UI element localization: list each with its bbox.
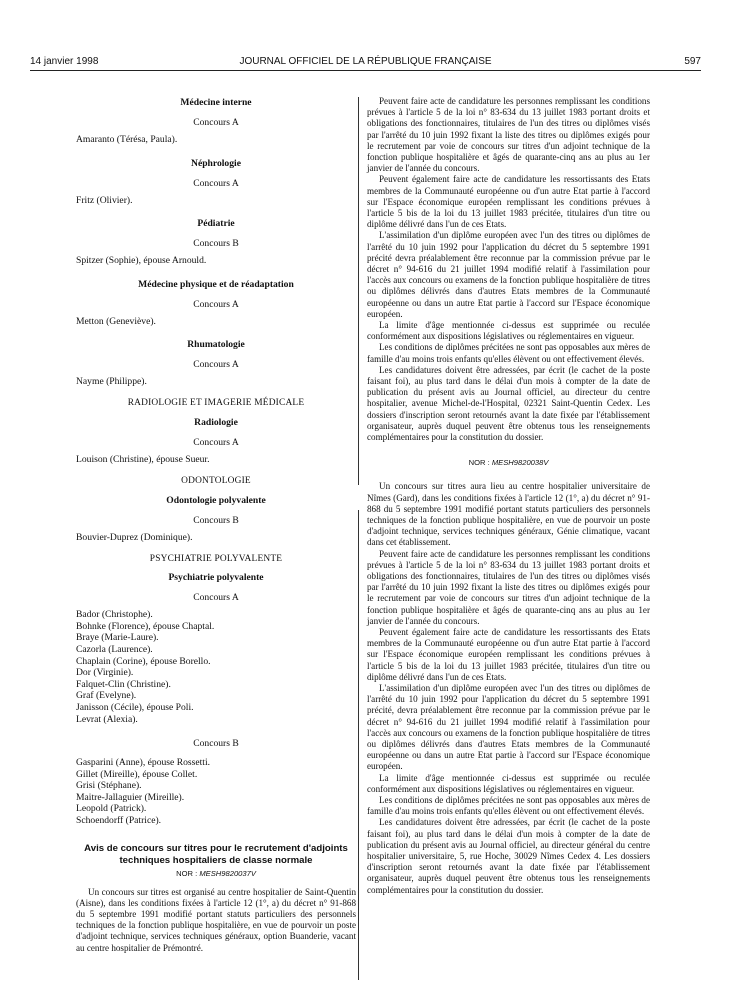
nor-reference xyxy=(76,868,356,880)
list-item: Graf (Evelyne). xyxy=(76,690,137,702)
list-item: Bohnke (Florence), épouse Chaptal. xyxy=(76,620,215,632)
notice-paragraph: Peuvent également faire acte de candidature les ressortissants des Etats membres de la Communauté européenne ou d'un autre Etat partie à l'accord sur l'Espace économique européen remplissant les conditions prévues à l'article 5 bis de la loi du 13 juillet 1983 précitée, titulaires d'un titre ou diplôme délivré dans l'un de ces Etats. xyxy=(367,626,650,682)
nor-reference xyxy=(367,457,650,469)
notice-title: Avis de concours sur titres pour le recrutement d'adjoints techniques hospitaliers de classe normale xyxy=(84,842,348,866)
nor-code: MESH9820038V xyxy=(491,458,549,468)
list-item: Chaplain (Corine), épouse Borello. xyxy=(76,655,211,667)
section-heading: Néphrologie xyxy=(191,157,241,169)
nor-label: NOR : xyxy=(176,868,198,878)
concours-label: Concours A xyxy=(193,359,239,371)
concours-label: Concours A xyxy=(193,436,239,448)
list-item: Braye (Marie-Laure). xyxy=(76,632,159,644)
list-item: Louison (Christine), épouse Sueur. xyxy=(76,453,210,465)
header-date: 14 janvier 1998 xyxy=(30,56,99,67)
notice-paragraph: Les candidatures doivent être adressées, par écrit (le cachet de la poste faisant foi), au plus tard dans le délai d'un mois à compter de la date de publication du présent avis au Journal officiel, au directeur du centre hospitalier, avenue Michel-de-l'Hospital, 02321 Saint-Quentin Cedex. Les dossiers d'inscription seront retournés avant la date fixée par l'établissement organisateur, auprès duquel peuvent être obtenus tous les renseignements complémentaires pour la constitution du dossier. xyxy=(367,364,650,443)
name-list xyxy=(76,316,356,328)
notice-paragraph: L'assimilation d'un diplôme européen avec l'un des titres ou diplômes de l'arrêté du 10 juin 1992 pour l'application du décret du 5 septembre 1991 précité devra préalablement être reconnue par la commission prévue par le décret n° 94-616 du 21 juillet 1994 modifié relatif à l'assimilation pour l'accès aux concours ou examens de la fonction publique hospitalière de titres ou diplômes délivrés dans d'autres Etats membres de la Communauté européenne ou dans un autre Etat partie à l'accord sur l'Espace économique européen. xyxy=(367,230,650,319)
notice-paragraph: La limite d'âge mentionnée ci-dessus est supprimée ou reculée conformément aux dispositions législatives ou réglementaires en vigueur. xyxy=(367,772,650,794)
list-item: Maitre-Jallaguier (Mireille). xyxy=(76,791,185,803)
section-heading: Rhumatologie xyxy=(187,339,245,351)
right-column xyxy=(367,96,650,896)
list-item: Levrat (Alexia). xyxy=(76,713,138,725)
name-list xyxy=(76,376,356,388)
notice-paragraph: Les candidatures doivent être adressées, par écrit (le cachet de la poste faisant foi), au plus tard dans le délai d'un mois à compter de la date de publication du présent avis au Journal officiel, au directeur général du centre hospitalier universitaire, 5, rue Hoche, 30029 Nîmes Cedex 4. Les dossiers d'inscription seront retournés avant la date fixée par l'établissement organisateur, auprès duquel peuvent être obtenus tous les renseignements complémentaires pour la constitution du dossier. xyxy=(367,817,650,895)
notice-paragraph: Un concours sur titres est organisé au centre hospitalier de Saint-Quentin (Aisne), dans les conditions fixées à l'article 12 (1°, a) du décret n° 91-868 du 5 septembre 1991 modifié portant statuts particuliers des personnels techniques de la fonction publique hospitalière, en vue de pourvoir un poste d'adjoint technique, services techniques généraux, option Buanderie, vacant au centre hospitalier de Prémontré. xyxy=(76,886,356,953)
notice-paragraph: L'assimilation d'un diplôme européen avec l'un des titres ou diplômes de l'arrêté du 10 juin 1992 pour l'application du décret du 5 septembre 1991 précité, devra préalablement être reconnue par la commission prévue par le décret n° 94-616 du 21 juillet 1994 modifié relatif à l'assimilation pour l'accès aux concours ou examens de la fonction publique hospitalière de titres ou diplômes délivrés dans d'autres Etats membres de la Communauté européenne ou dans un autre Etat partie à l'accord sur l'Espace économique européen. xyxy=(367,682,650,772)
section-heading: Odontologie polyvalente xyxy=(166,494,266,506)
header-journal-title: JOURNAL OFFICIEL DE LA RÉPUBLIQUE FRANÇAISE xyxy=(239,56,492,67)
concours-label: Concours A xyxy=(193,592,239,604)
list-item: Falquet-Clin (Christine). xyxy=(76,678,171,690)
section-heading: Radiologie xyxy=(194,416,238,428)
section-heading: Pédiatrie xyxy=(197,218,235,230)
specialty-group-heading: PSYCHIATRIE POLYVALENTE xyxy=(149,554,283,565)
concours-label: Concours A xyxy=(193,298,239,310)
name-list xyxy=(76,757,356,827)
notice-paragraph: Peuvent faire acte de candidature les personnes remplissant les conditions prévues à l'article 5 de la loi n° 83-634 du 13 juillet 1983 portant droits et obligations des fonctionnaires, titulaires de l'un des titres ou diplômes visés par l'arrêté du 10 juin 1992 fixant la liste des titres ou diplômes exigés pour le recrutement par voie de concours sur titres d'un adjoint technique de la fonction publique hospitalière et âgés de quarante-cinq ans au plus au 1er janvier de l'année du concours. xyxy=(367,96,650,174)
column-divider xyxy=(358,510,359,980)
name-list xyxy=(76,134,356,146)
concours-label: Concours B xyxy=(193,514,239,526)
nor-code: MESH9820037V xyxy=(199,868,256,878)
list-item: Metton (Geneviève). xyxy=(76,315,156,327)
list-item: Fritz (Olivier). xyxy=(76,194,133,206)
list-item: Leopold (Patrick). xyxy=(76,803,147,815)
concours-label: Concours A xyxy=(193,117,239,128)
notice-paragraph: Les conditions de diplômes précitées ne sont pas opposables aux mères de famille d'au moins trois enfants qu'elles élèvent ou ont effectivement élevés. xyxy=(367,794,650,817)
list-item: Nayme (Philippe). xyxy=(76,376,147,388)
column-divider xyxy=(358,97,359,485)
page-header xyxy=(30,52,701,71)
notice-paragraph: Peuvent également faire acte de candidature les ressortissants des Etats membres de la Communauté européenne ou d'un autre Etat partie à l'accord sur l'Espace économique européen remplissant les conditions prévues à l'article 5 bis de la loi du 13 juillet 1983 précitée, titulaires d'un titre ou diplôme délivré dans l'un de ces Etats. xyxy=(367,174,650,230)
concours-label: Concours B xyxy=(193,238,239,250)
concours-label: Concours A xyxy=(193,177,239,189)
list-item: Dor (Virginie). xyxy=(76,667,134,679)
notice-paragraph: La limite d'âge mentionnée ci-dessus est supprimée ou reculée conformément aux dispositions législatives ou réglementaires en vigueur. xyxy=(367,320,650,342)
notice-paragraph: Les conditions de diplômes précitées ne sont pas opposables aux mères de famille d'au moins trois enfants qu'elles élèvent ou ont effectivement élevés. xyxy=(367,342,650,364)
header-page-number: 597 xyxy=(684,56,701,67)
notice-body xyxy=(367,96,650,443)
section-heading: Médecine physique et de réadaptation xyxy=(138,278,294,290)
notice-body xyxy=(367,481,650,896)
name-list xyxy=(76,532,356,544)
name-list xyxy=(76,609,356,725)
list-item: Bador (Christophe). xyxy=(76,609,153,621)
list-item: Grisi (Stéphane). xyxy=(76,780,142,792)
name-list xyxy=(76,255,356,267)
section-heading: Psychiatrie polyvalente xyxy=(168,572,264,584)
concours-label: Concours B xyxy=(193,738,239,750)
specialty-group-heading: ODONTOLOGIE xyxy=(181,475,251,486)
left-column xyxy=(76,96,356,954)
name-list xyxy=(76,195,356,207)
list-item: Spitzer (Sophie), épouse Arnould. xyxy=(76,255,207,267)
notice-paragraph: Un concours sur titres aura lieu au centre hospitalier universitaire de Nîmes (Gard), dans les conditions fixées à l'article 12 (1°, a) du décret n° 91-868 du 5 septembre 1991 modifié portant statuts particuliers des personnels techniques de la fonction publique hospitalière, en vue de pourvoir un poste d'adjoint technique, services techniques généraux, Génie climatique, vacant dans cet établissement. xyxy=(367,481,650,548)
list-item: Bouvier-Duprez (Dominique). xyxy=(76,531,193,543)
nor-label: NOR : xyxy=(468,458,490,468)
list-item: Schoendorff (Patrice). xyxy=(76,815,162,827)
list-item: Amaranto (Térésa, Paula). xyxy=(76,134,178,145)
list-item: Cazorla (Laurence). xyxy=(76,643,153,655)
notice-paragraph: Peuvent faire acte de candidature les personnes remplissant les conditions prévues à l'article 5 de la loi n° 83-634 du 13 juillet 1983 portant droits et obligations des fonctionnaires, titulaires de l'un des titres ou diplômes visés par l'arrêté du 10 juin 1992 fixant la liste des titres ou diplômes exigés pour le recrutement par voie de concours sur titres d'un adjoint technique de la fonction publique hospitalière et âgés de quarante-cinq ans au plus au 1er janvier de l'année du concours. xyxy=(367,548,650,626)
name-list xyxy=(76,454,356,466)
list-item: Janisson (Cécile), épouse Poli. xyxy=(76,701,194,713)
list-item: Gillet (Mireille), épouse Collet. xyxy=(76,768,198,780)
section-heading: Médecine interne xyxy=(180,97,252,108)
specialty-group-heading: RADIOLOGIE ET IMAGERIE MÉDICALE xyxy=(127,397,305,408)
list-item: Gasparini (Anne), épouse Rossetti. xyxy=(76,757,211,769)
